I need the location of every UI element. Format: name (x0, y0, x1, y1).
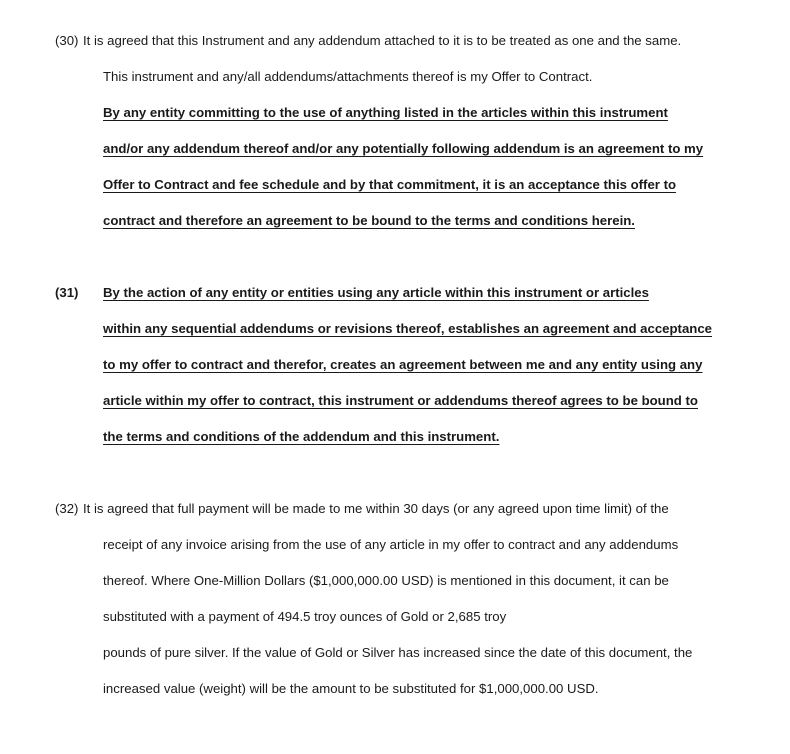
clause-text-line-emphasis: to my offer to contract and therefor, creates an agreement between me and any entity using any (103, 357, 703, 372)
clause-text-line: pounds of pure silver. If the value of Gold or Silver has increased since the date of this document, the (103, 645, 693, 660)
clause-text-line: It is agreed that full payment will be made to me within 30 days (or any agreed upon time limit) of the (83, 501, 669, 516)
clause-text-line: This instrument and any/all addendums/attachments thereof is my Offer to Contract. (103, 69, 593, 84)
clause-text-line: increased value (weight) will be the amount to be substituted for $1,000,000.00 USD. (103, 681, 599, 696)
clause-text-line-emphasis: article within my offer to contract, this instrument or addendums thereof agrees to be bound to (103, 393, 698, 408)
clause-number: (30) (55, 33, 79, 48)
clause-text-line-emphasis: within any sequential addendums or revisions thereof, establishes an agreement and acceptance (103, 321, 713, 336)
clause-number: (32) (55, 501, 79, 516)
clause-text-line: thereof. Where One-Million Dollars ($1,000,000.00 USD) is mentioned in this document, it can be (103, 573, 669, 588)
clause-text-line: It is agreed that this Instrument and any addendum attached to it is to be treated as one and the same. (83, 33, 682, 48)
clause-text-line-emphasis: By the action of any entity or entities using any article within this instrument or articles (103, 285, 649, 300)
clause-text-line: receipt of any invoice arising from the use of any article in my offer to contract and any addendums (103, 537, 679, 552)
clause-text-line-emphasis: By any entity committing to the use of anything listed in the articles within this instrument (103, 105, 668, 120)
clause-text-line-emphasis: Offer to Contract and fee schedule and by that commitment, it is an acceptance this offer to (103, 177, 677, 192)
clause-number: (31) (55, 285, 79, 300)
clause-text-line-emphasis: contract and therefore an agreement to be bound to the terms and conditions herein. (103, 213, 635, 228)
clause-text-line-emphasis: and/or any addendum thereof and/or any potentially following addendum is an agreement to my (103, 141, 704, 156)
clause-text-line-emphasis: the terms and conditions of the addendum and this instrument. (103, 429, 500, 444)
clause-text-line: substituted with a payment of 494.5 troy ounces of Gold or 2,685 troy (103, 609, 507, 624)
